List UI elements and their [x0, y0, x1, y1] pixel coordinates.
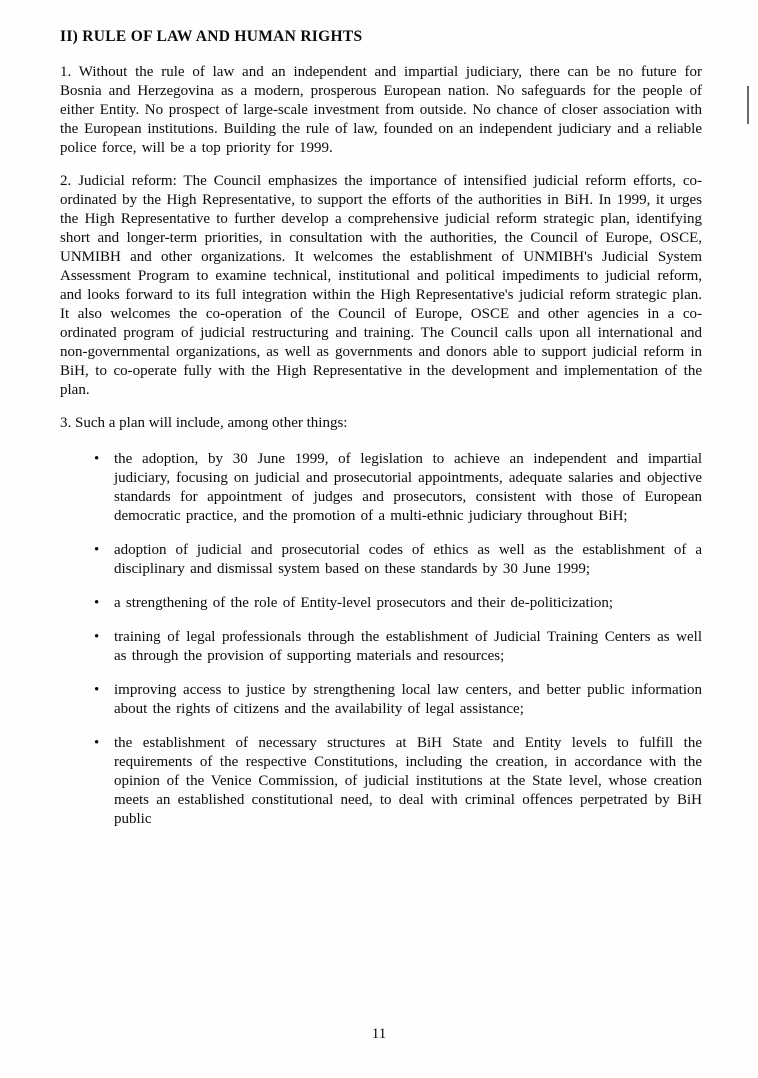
- bullet-icon: •: [94, 595, 100, 611]
- list-intro: 3. Such a plan will include, among other things:: [60, 415, 348, 431]
- bullet-text: the establishment of necessary structures at BiH State and Entity levels to fulfill the requirements of the respective Constitutions, including the creation, in accordance with the opinion of the Venice Commission, of judicial institutions at the State level, whose creation meets an established constitutional need, to deal with criminal offences perpetrated by BiH public: [114, 735, 702, 827]
- bullet-icon: •: [94, 629, 100, 645]
- bullet-icon: •: [94, 682, 100, 698]
- paragraph-1: 1. Without the rule of law and an independent and impartial judiciary, there can be no future for Bosnia and Herzegovina as a modern, prosperous European nation. No safeguards for the people of either Entity. No prospect of large-scale investment from outside. No chance of closer association with the European institutions. Building the rule of law, founded on an independent judiciary and a reliable police force, will be a top priority for 1999.: [60, 64, 702, 156]
- bullet-icon: •: [94, 451, 100, 467]
- bullet-list: [60, 450, 702, 829]
- page-number: 11: [371, 1026, 387, 1042]
- list-item: [60, 594, 702, 613]
- list-item: [60, 734, 702, 829]
- list-item: [60, 450, 702, 526]
- bullet-text: adoption of judicial and prosecutorial codes of ethics as well as the establishment of a disciplinary and dismissal system based on these standards by 30 June 1999;: [114, 542, 702, 577]
- page-title: II) RULE OF LAW AND HUMAN RIGHTS: [60, 28, 363, 45]
- bullet-icon: •: [94, 735, 100, 751]
- list-item: [60, 628, 702, 666]
- bullet-text: the adoption, by 30 June 1999, of legislation to achieve an independent and impartial judiciary, focusing on judicial and prosecutorial appointments, adequate salaries and objective standards for appointment of judges and prosecutors, consistent with those of European democratic practice, and the promotion of a multi-ethnic judiciary throughout BiH;: [114, 451, 702, 524]
- scan-artifact: [747, 86, 749, 124]
- paragraph-2: 2. Judicial reform: The Council emphasizes the importance of intensified judicial reform efforts, co-ordinated by the High Representative, to support the efforts of the authorities in BiH. In 1999, it urges the High Representative to further develop a comprehensive judicial reform strategic plan, identifying short and longer-term priorities, in consultation with the authorities, the Council of Europe, OSCE, UNMIBH and other organizations. It welcomes the establishment of UNMIBH's Judicial System Assessment Program to examine technical, institutional and political impediments to judicial reform, and looks forward to its full integration within the High Representative's judicial reform strategic plan. It also welcomes the co-operation of the Council of Europe, OSCE and other agencies in a co-ordinated program of judicial restructuring and training. The Council calls upon all international and non-governmental organizations, as well as governments and donors able to support judicial reform in BiH, to co-operate fully with the High Representative in the development and implementation of the plan.: [60, 173, 702, 398]
- list-item: [60, 541, 702, 579]
- bullet-text: a strengthening of the role of Entity-level prosecutors and their de-politicization;: [114, 595, 614, 611]
- list-item: [60, 681, 702, 719]
- bullet-text: training of legal professionals through the establishment of Judicial Training Centers as well as through the provision of supporting materials and resources;: [114, 629, 702, 664]
- bullet-icon: •: [94, 542, 100, 558]
- bullet-text: improving access to justice by strengthening local law centers, and better public information about the rights of citizens and the availability of legal assistance;: [114, 682, 702, 717]
